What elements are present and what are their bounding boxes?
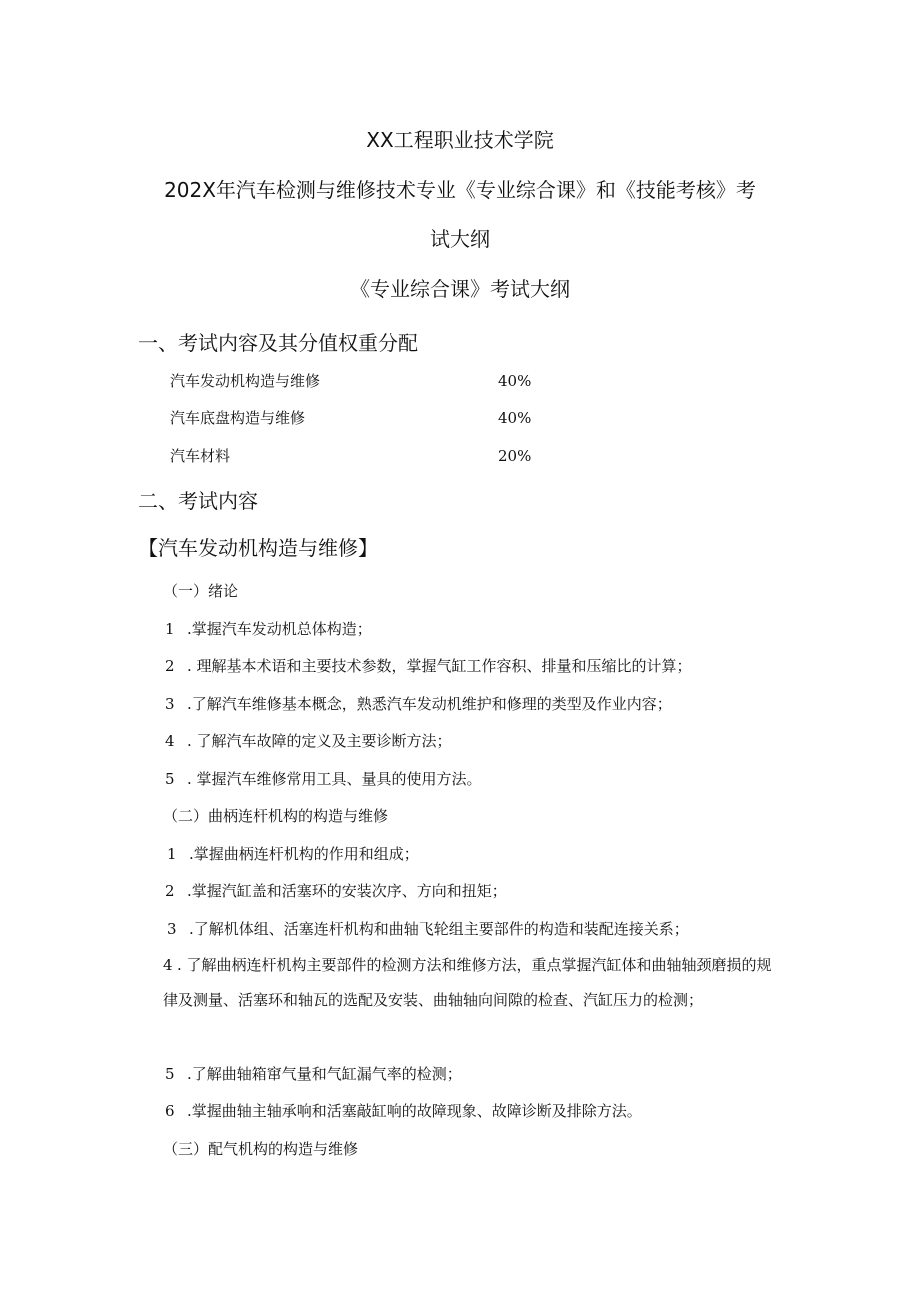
- item-number: 5: [165, 770, 175, 788]
- list-item: [165, 618, 372, 640]
- item-text: .了解曲轴箱窜气量和气缸漏气率的检测；: [187, 1065, 462, 1083]
- course-heading: 【汽车发动机构造与维修】: [138, 536, 378, 560]
- item-number: 3: [167, 920, 177, 938]
- list-item: [167, 843, 419, 865]
- item-number: 4: [163, 956, 173, 974]
- item-number: 2: [165, 882, 175, 900]
- list-item-multiline: [163, 948, 785, 1018]
- document-subtitle: 《专业综合课》考试大纲: [350, 277, 570, 301]
- list-item: [165, 768, 482, 790]
- item-text: . 了解汽车故障的定义及主要诊断方法；: [187, 732, 452, 750]
- item-number: 6: [165, 1102, 175, 1120]
- item-text: . 掌握汽车维修常用工具、量具的使用方法。: [187, 770, 482, 788]
- item-number: 1: [167, 845, 177, 863]
- weight-label: 汽车底盘构造与维修: [170, 409, 306, 427]
- school-name: XX工程职业技术学院: [366, 128, 554, 152]
- item-text: .掌握汽车发动机总体构造；: [187, 620, 372, 638]
- section2-heading: 二、考试内容: [138, 489, 258, 513]
- item-text: .了解机体组、活塞连杆机构和曲轴飞轮组主要部件的构造和装配连接关系；: [189, 920, 689, 938]
- item-number: 5: [165, 1065, 175, 1083]
- document-title-line1: 202X年汽车检测与维修技术专业《专业综合课》和《技能考核》考: [164, 178, 756, 202]
- item-text: . 了解曲柄连杆机构主要部件的检测方法和维修方法，重点掌握汽缸体和曲轴轴颈磨损的规律及测量、活塞环和轴瓦的选配及安装、曲轴轴向间隙的检查、汽缸压力的检测；: [163, 956, 772, 1009]
- document-title-line2: 试大纲: [430, 227, 490, 251]
- item-number: 2: [165, 657, 175, 675]
- item-text: .掌握曲柄连杆机构的作用和组成；: [189, 845, 419, 863]
- item-text: .了解汽车维修基本概念，熟悉汽车发动机维护和修理的类型及作业内容；: [187, 695, 672, 713]
- list-item: [165, 880, 507, 902]
- weight-label: 汽车材料: [170, 447, 231, 465]
- subsection-title: （三）配气机构的构造与维修: [163, 1140, 359, 1158]
- list-item: [167, 918, 689, 940]
- subsection-title: （二）曲柄连杆机构的构造与维修: [163, 807, 389, 825]
- weight-value: 20%: [498, 447, 532, 465]
- list-item: [165, 655, 692, 677]
- subsection-title: （一）绪论: [163, 582, 239, 600]
- item-number: 4: [165, 732, 175, 750]
- item-text: .掌握曲轴主轴承响和活塞敲缸响的故障现象、故障诊断及排除方法。: [187, 1102, 642, 1120]
- list-item: [165, 693, 672, 715]
- weight-label: 汽车发动机构造与维修: [170, 372, 321, 390]
- list-item: [165, 1100, 642, 1122]
- item-number: 1: [165, 620, 175, 638]
- list-item: [165, 1063, 462, 1085]
- weight-value: 40%: [498, 372, 532, 390]
- item-number: 3: [165, 695, 175, 713]
- item-text: . 理解基本术语和主要技术参数，掌握气缸工作容积、排量和压缩比的计算；: [187, 657, 692, 675]
- section1-heading: 一、考试内容及其分值权重分配: [138, 331, 418, 355]
- weight-value: 40%: [498, 409, 532, 427]
- item-text: .掌握汽缸盖和活塞环的安装次序、方向和扭矩；: [187, 882, 507, 900]
- list-item: [165, 730, 452, 752]
